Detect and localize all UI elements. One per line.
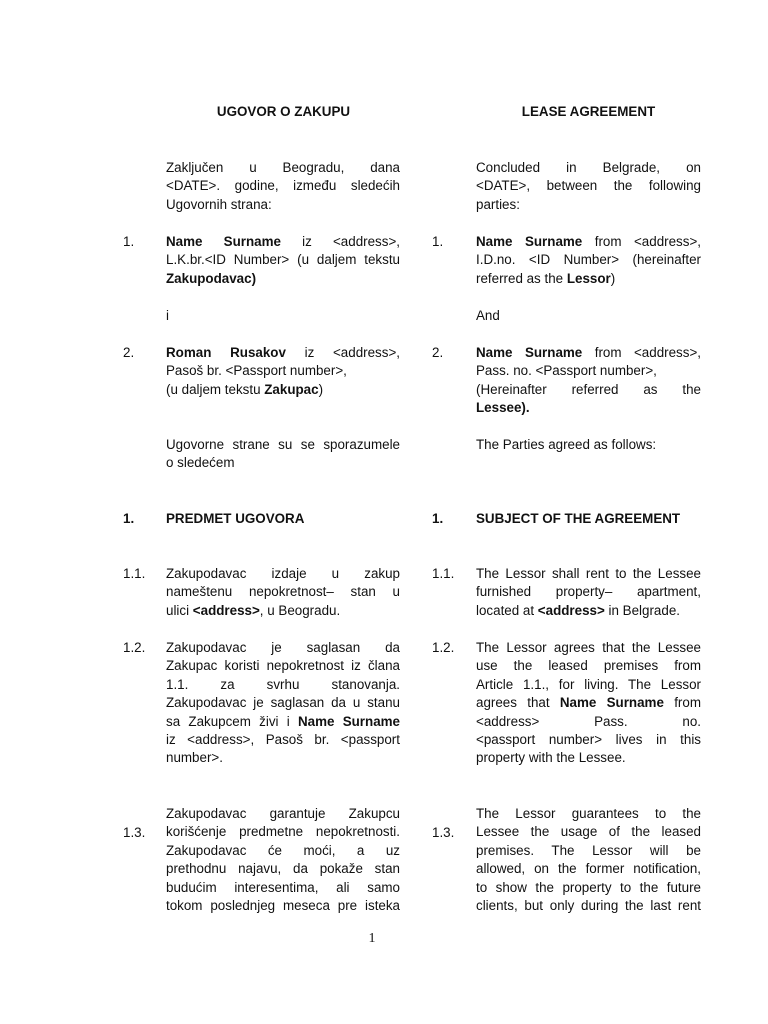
clause-1-2-left-l5-bold: Name Surname — [297, 713, 400, 729]
intro-left — [166, 159, 400, 214]
clause-1-3-right-line: allowed, on the former notification, — [476, 861, 701, 877]
party2-left-name: Roman Rusakov — [166, 345, 286, 360]
clause-1-2-left-line: Zakupodavac je saglasan da u stanu — [166, 695, 400, 711]
party1-left-name: Name Surname — [166, 234, 281, 249]
agreed-right — [476, 436, 701, 454]
clause-1-1-left-line: nameštenu nepokretnost– stan u — [166, 584, 400, 600]
clause-1-2-left — [166, 639, 400, 768]
clause-1-2-left-line: Zakupodavac je saglasan da — [166, 640, 400, 655]
clause-1-1-left — [166, 565, 400, 620]
party2-right — [476, 344, 701, 418]
clause-1-2-right-l4-post: from — [663, 695, 701, 711]
clause-1-3-right-line: to show the property to the future — [476, 879, 701, 895]
clause-1-2-num-left: 1.2. — [123, 640, 146, 655]
clause-1-3-num-left: 1.3. — [123, 825, 146, 840]
party1-right — [476, 233, 701, 288]
clause-1-3-right-line: The Lessor guarantees to the — [476, 806, 701, 821]
party2-right-line1: from <address>, — [582, 345, 701, 360]
title-right: LEASE AGREEMENT — [521, 104, 656, 119]
clause-1-3-right-line: Lessee the usage of the leased — [476, 824, 701, 840]
clause-1-3-left — [166, 805, 400, 915]
party1-right-name: Name Surname — [476, 234, 583, 249]
clause-1-3-left-line: budućim interesentima, ali samo — [166, 879, 400, 895]
intro-right-line: <DATE>, between the following — [476, 178, 701, 194]
section1-num-right: 1. — [432, 511, 444, 526]
clause-1-3-left-line: korišćenje predmetne nepokretnosti. — [166, 824, 400, 840]
party2-left-line2: Pasoš br. <Passport number>, — [166, 363, 347, 379]
party1-right-line3-bold: Lessor — [566, 270, 611, 286]
intro-right-line: Concluded in Belgrade, on — [476, 160, 701, 175]
party1-num-right: 1. — [432, 234, 444, 249]
clause-1-1-right-l3-post: in Belgrade. — [604, 602, 680, 618]
clause-1-2-right-l4-bold: Name Surname — [559, 695, 664, 711]
party2-left-line3-pre: (u daljem tekstu — [166, 381, 265, 397]
clause-1-3-left-line: Zakupodavac garantuje Zakupcu — [166, 806, 400, 821]
intro-right-line: parties: — [476, 196, 520, 212]
party1-left-line3: Zakupodavac) — [166, 270, 257, 286]
clause-1-2-right-line: use the leased premises from — [476, 658, 701, 674]
party2-num-left: 2. — [123, 345, 135, 360]
intro-right — [476, 159, 701, 214]
party1-left — [166, 233, 400, 288]
intro-left-line: <DATE>. godine, između sledećih — [166, 178, 400, 194]
clause-1-1-right-l3-pre: located at — [476, 602, 538, 618]
clause-1-2-right-line: <address> Pass. no. — [476, 713, 701, 729]
clause-1-3-right-line: premises. The Lessor will be — [476, 842, 701, 858]
conj-left: i — [166, 308, 169, 323]
clause-1-2-right-line: Article 1.1., for living. The Lessor — [476, 676, 701, 692]
clause-1-1-right-line: The Lessor shall rent to the Lessee — [476, 566, 701, 581]
party2-left-line3-bold: Zakupac — [264, 381, 319, 397]
clause-1-2-right-l4-pre: agrees that — [476, 695, 560, 711]
clause-1-1-left-l3-pre: ulici — [166, 602, 193, 618]
clause-1-1-num-right: 1.1. — [432, 566, 455, 581]
conj-right: And — [476, 308, 500, 323]
party1-right-line2: I.D.no. <ID Number> (hereinafter — [476, 252, 701, 268]
party2-right-line4: Lessee). — [476, 400, 530, 416]
clause-1-3-left-line: Zakupodavac će moći, a uz — [166, 842, 400, 858]
party2-num-right: 2. — [432, 345, 444, 360]
clause-1-2-right-line: <passport number> lives in this — [476, 731, 701, 747]
clause-1-1-left-l3-bold: <address> — [192, 602, 260, 618]
section1-heading-right: SUBJECT OF THE AGREEMENT — [476, 511, 681, 526]
intro-left-line: Ugovornih strana: — [166, 196, 272, 212]
intro-left-line: Zaključen u Beogradu, dana — [166, 160, 400, 175]
clause-1-3-right-line: clients, but only during the last rent — [476, 897, 701, 913]
clause-1-3-num-right: 1.3. — [432, 825, 455, 840]
section1-heading-left: PREDMET UGOVORA — [166, 511, 305, 526]
party1-left-line1: iz <address>, — [280, 234, 400, 249]
party1-left-line2: L.K.br.<ID Number> (u daljem tekstu — [166, 252, 400, 268]
clause-1-1-num-left: 1.1. — [123, 566, 146, 581]
section1-num-left: 1. — [123, 511, 135, 526]
clause-1-1-right — [476, 565, 701, 620]
clause-1-3-right — [476, 805, 701, 915]
clause-1-1-right-line: furnished property– apartment, — [476, 584, 701, 600]
clause-1-2-left-l5-pre: sa Zakupcem živi i — [166, 713, 298, 729]
page-number: 1 — [368, 931, 376, 946]
title-left: UGOVOR O ZAKUPU — [216, 104, 351, 119]
clause-1-1-left-line: Zakupodavac izdaje u zakup — [166, 566, 400, 581]
clause-1-2-num-right: 1.2. — [432, 640, 455, 655]
clause-1-2-left-line: number>. — [166, 750, 223, 766]
party2-left-line1: iz <address>, — [285, 345, 400, 360]
agreed-left-line: o sledećem — [166, 455, 235, 471]
party1-right-line3-pre: referred as the — [476, 270, 567, 286]
clause-1-3-left-line: tokom poslednjeg meseca pre isteka — [166, 897, 400, 913]
clause-1-3-left-line: prethodnu najavu, da pokaže stan — [166, 861, 400, 877]
party1-right-line1: from <address>, — [582, 234, 701, 249]
party2-right-line2: Pass. no. <Passport number>, — [476, 363, 657, 379]
clause-1-1-left-l3-post: , u Beogradu. — [259, 602, 341, 618]
clause-1-1-right-l3-bold: <address> — [537, 602, 605, 618]
agreed-left — [166, 436, 400, 473]
party2-left-line3-post: ) — [318, 381, 324, 397]
party1-num-left: 1. — [123, 234, 135, 249]
clause-1-2-left-line: iz <address>, Pasoš br. <passport — [166, 731, 400, 747]
clause-1-2-left-line: 1.1. za svrhu stanovanja. — [166, 676, 400, 692]
agreed-right-line: The Parties agreed as follows: — [476, 437, 657, 452]
party2-left — [166, 344, 400, 399]
party2-right-line3: (Hereinafter referred as the — [476, 381, 701, 397]
clause-1-2-right — [476, 639, 701, 768]
clause-1-2-left-line: Zakupac koristi nepokretnost iz člana — [166, 658, 400, 674]
clause-1-2-right-line: The Lessor agrees that the Lessee — [476, 640, 701, 655]
clause-1-2-right-line: property with the Lessee. — [476, 750, 626, 766]
party1-right-line3-post: ) — [610, 270, 616, 286]
agreed-left-line: Ugovorne strane su se sporazumele — [166, 437, 400, 452]
party2-right-name: Name Surname — [476, 345, 583, 360]
